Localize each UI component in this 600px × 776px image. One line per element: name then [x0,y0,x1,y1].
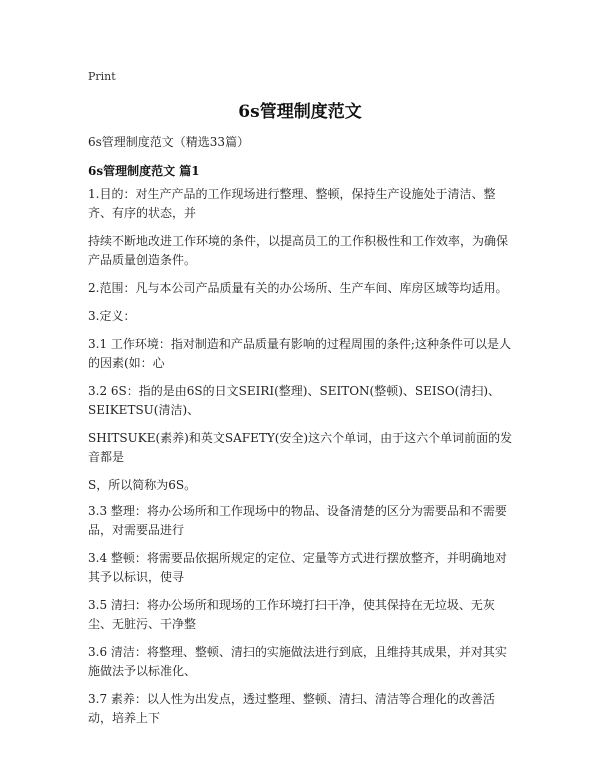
paragraph: 1.目的：对生产产品的工作现场进行整理、整顿，保持生产设施处于清洁、整齐、有序的状态，并 [88,187,496,220]
paragraph: 持续不断地改进工作环境的条件，以提高员工的工作积极性和工作效率，为确保产品质量创造条件。 [88,234,509,267]
paragraph: S，所以简称为6S。 [88,478,197,492]
paragraph: SHITSUKE(素养)和英文SAFETY(安全)这六个单词，由于这六个单词前面的发音都是 [88,431,513,464]
document-title: 6s管理制度范文 [238,102,362,122]
print-label: Print [88,70,116,83]
paragraph: 2.范围：凡与本公司产品质量有关的办公场所、生产车间、库房区域等均适用。 [88,281,508,295]
paragraph: 3.4 整顿：将需要品依据所规定的定位、定量等方式进行摆放整齐，并明确地对其予以标识，使寻 [88,551,507,584]
section-heading: 6s管理制度范文 篇1 [88,164,200,178]
paragraph: 3.3 整理：将办公场所和工作现场中的物品、设备清楚的区分为需要品和不需要品，对需要品进行 [88,504,507,537]
paragraph: 3.1 工作环境：指对制造和产品质量有影响的过程周围的条件;这种条件可以是人的因素(如：心 [88,337,511,370]
document-subtitle: 6s管理制度范文（精选33篇） [88,135,250,149]
paragraph: 3.定义： [88,309,136,323]
document-body [88,185,518,737]
paragraph: 3.6 清洁：将整理、整顿、清扫的实施做法进行到底，且维持其成果，并对其实施做法予以标准化、 [88,645,507,678]
paragraph: 3.2 6S：指的是由6S的日文SEIRI(整理)、SEITON(整顿)、SEISO(清扫)、SEIKETSU(清洁)、 [88,384,501,417]
paragraph: 3.5 清扫：将办公场所和现场的工作环境打扫干净，使其保持在无垃圾、无灰尘、无脏污、干净整 [88,598,495,631]
paragraph: 3.7 素养：以人性为出发点，透过整理、整顿、清扫、清洁等合理化的改善活动，培养上下 [88,692,495,725]
